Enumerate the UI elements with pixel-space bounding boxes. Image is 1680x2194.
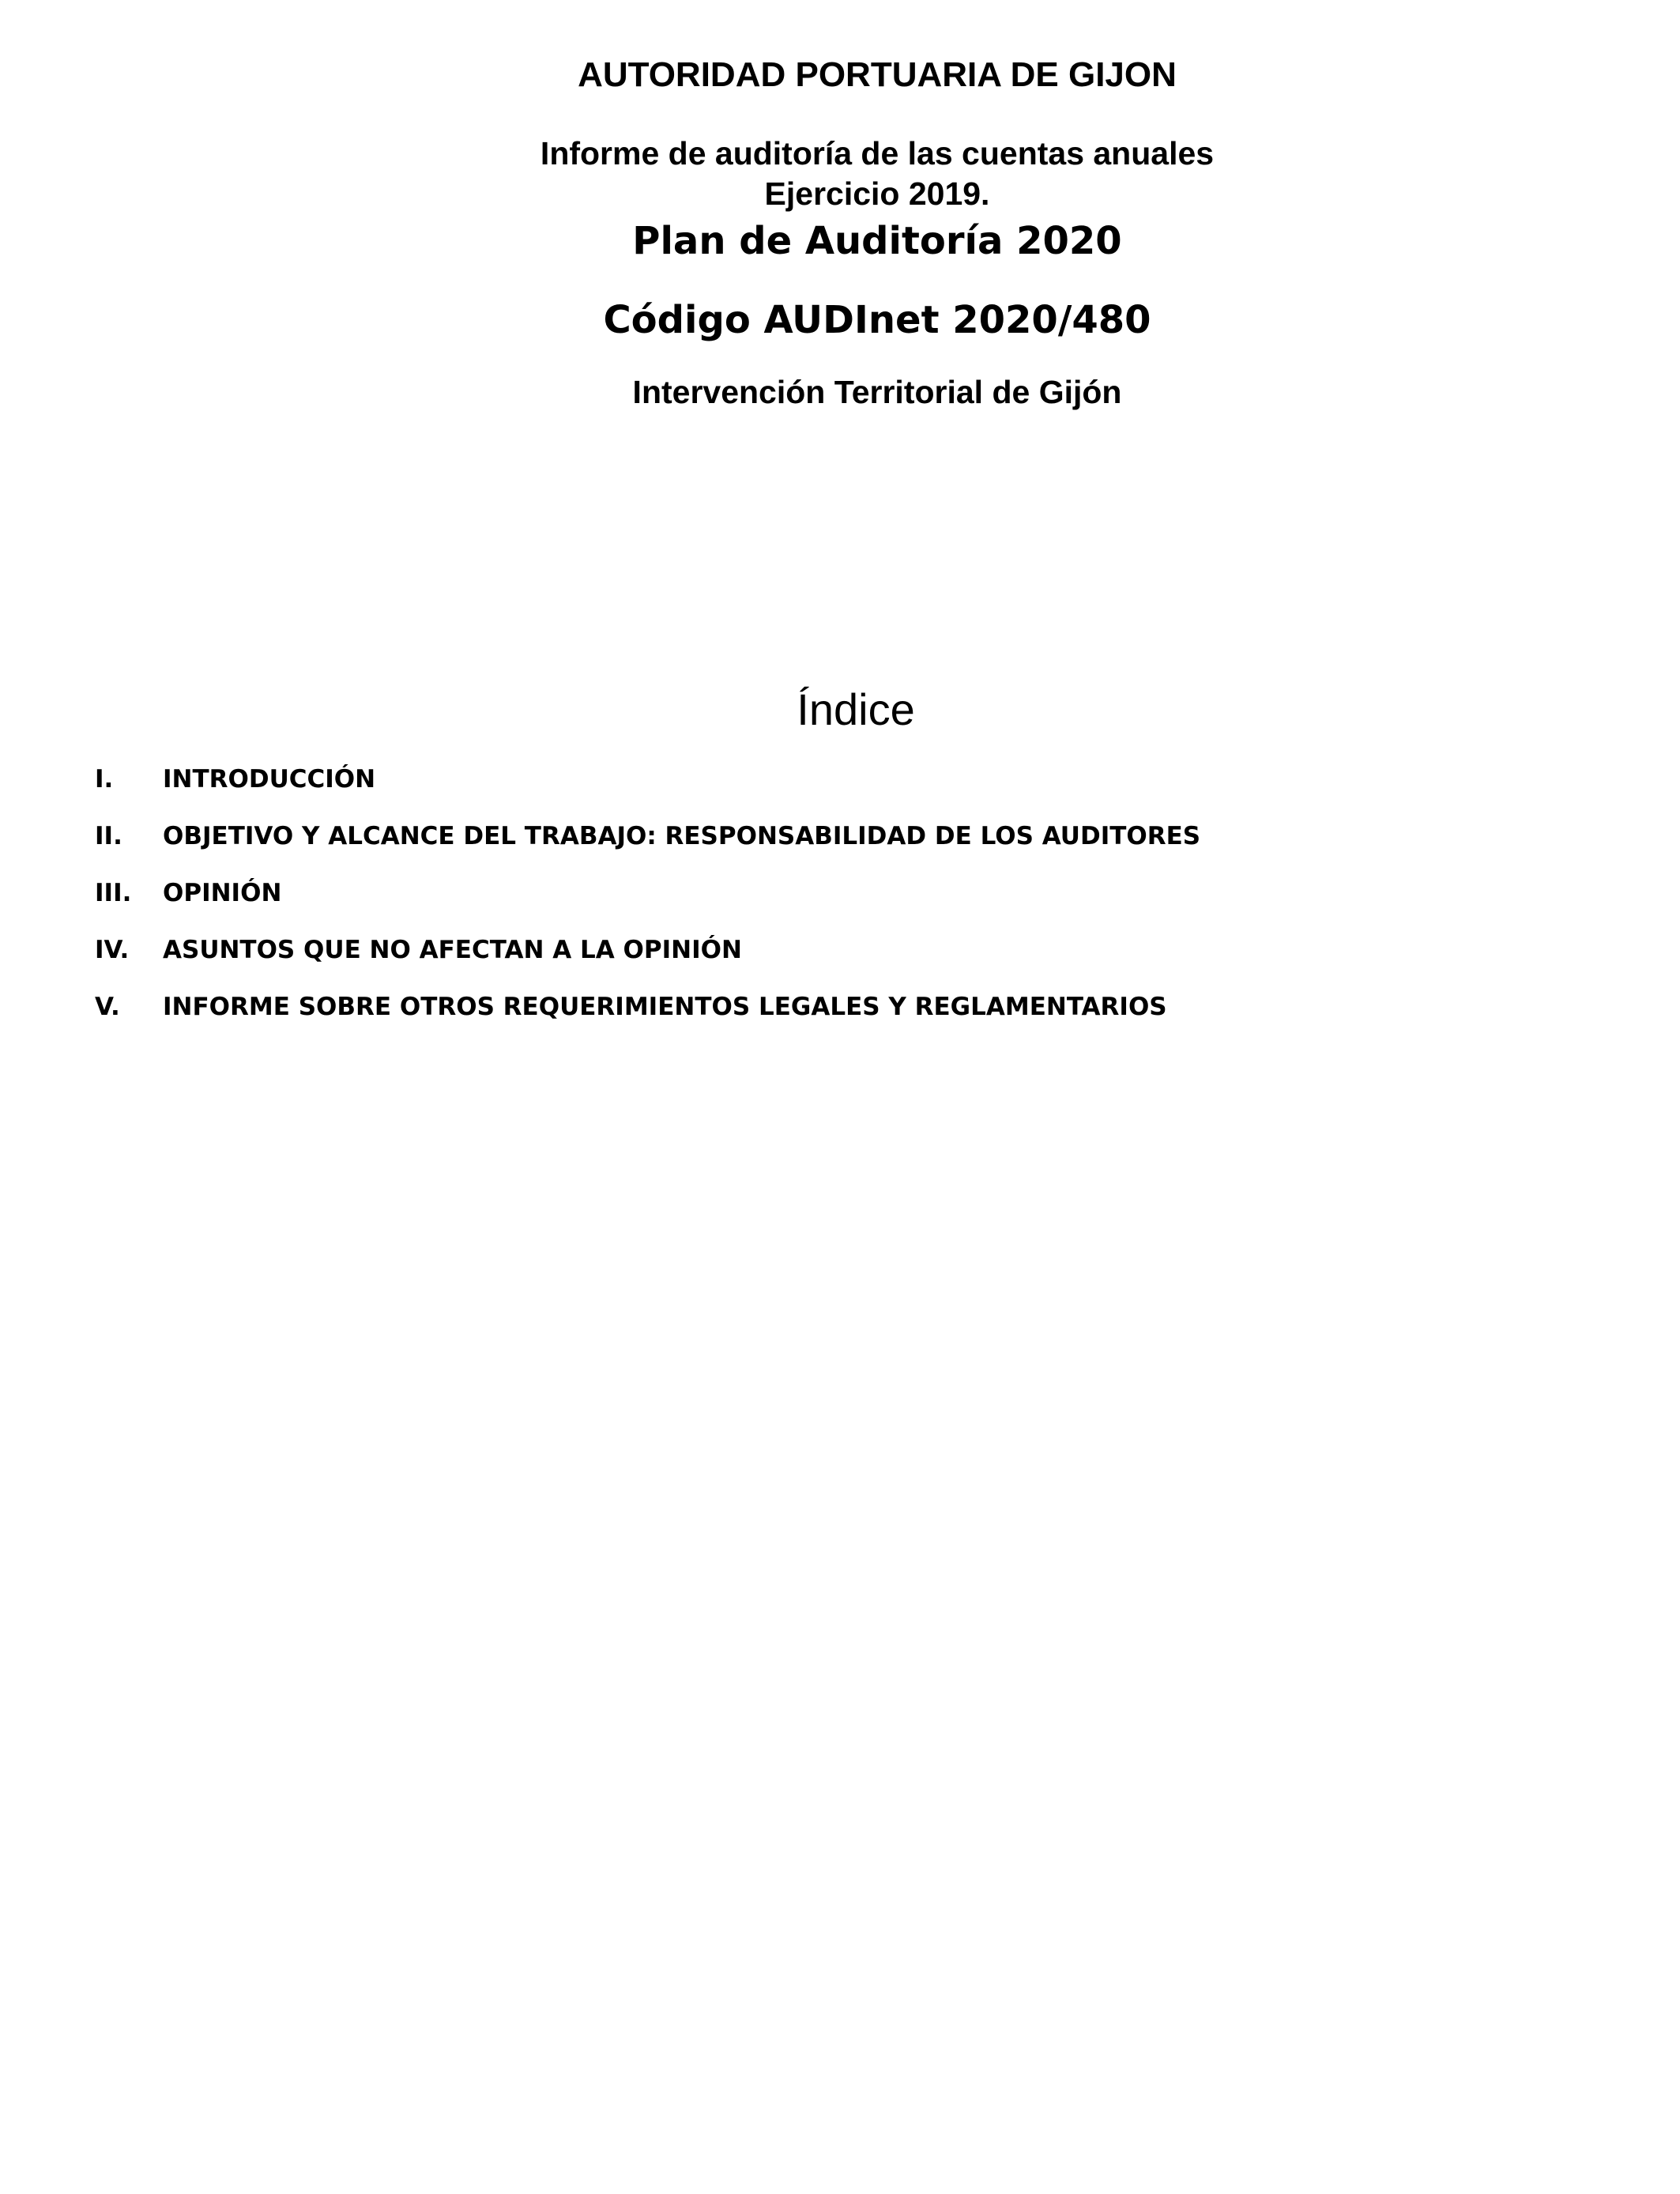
table-of-contents: [95, 760, 1596, 1045]
report-title-line-2: Ejercicio 2019.: [764, 175, 990, 212]
audit-plan-title: Plan de Auditoría 2020: [632, 219, 1122, 263]
toc-item-number: IV.: [95, 936, 130, 964]
toc-item[interactable]: [95, 817, 1596, 874]
report-title-line-1: Informe de auditoría de las cuentas anuales: [540, 135, 1215, 172]
toc-item-label: OPINIÓN: [163, 879, 282, 907]
toc-item[interactable]: [95, 760, 1596, 817]
index-title: Índice: [797, 684, 915, 734]
toc-item-label: OBJETIVO Y ALCANCE DEL TRABAJO: RESPONSABILIDAD DE LOS AUDITORES: [163, 822, 1201, 850]
toc-item-number: III.: [95, 879, 132, 907]
toc-item-number: II.: [95, 822, 122, 850]
issuing-office: Intervención Territorial de Gijón: [632, 374, 1122, 410]
toc-item-label: INTRODUCCIÓN: [163, 765, 376, 794]
toc-item-label: ASUNTOS QUE NO AFECTAN A LA OPINIÓN: [163, 936, 742, 964]
toc-item-number: I.: [95, 765, 114, 794]
toc-item-number: V.: [95, 993, 120, 1021]
toc-item[interactable]: [95, 874, 1596, 931]
toc-item[interactable]: [95, 931, 1596, 988]
organization-title: AUTORIDAD PORTUARIA DE GIJON: [578, 55, 1177, 94]
toc-item[interactable]: [95, 988, 1596, 1045]
toc-item-label: INFORME SOBRE OTROS REQUERIMIENTOS LEGALES Y REGLAMENTARIOS: [163, 993, 1167, 1021]
audit-code-title: Código AUDInet 2020/480: [603, 298, 1151, 342]
